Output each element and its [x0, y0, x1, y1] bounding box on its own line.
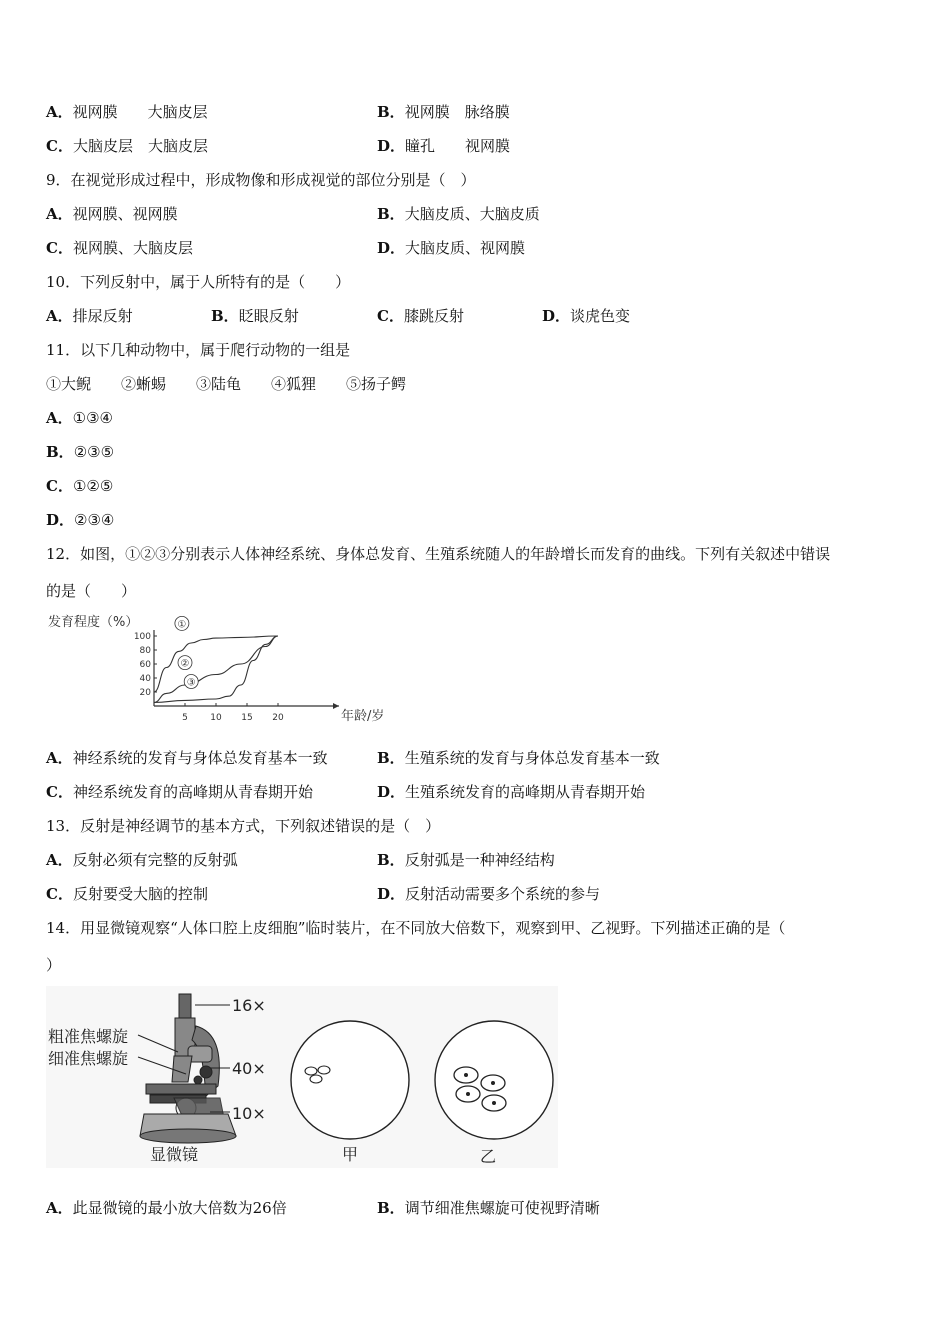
coarse-focus-label: 粗准焦螺旋: [48, 1027, 129, 1046]
q13-row-cd: [46, 884, 906, 904]
q9-option-b[interactable]: B．大脑皮质、大脑皮质: [377, 205, 540, 223]
chart-x-tick-label: 10: [210, 713, 222, 723]
chart-y-tick-label: 60: [139, 660, 151, 670]
chart-series-label: ①: [177, 619, 187, 631]
q11-stem: 11．以下几种动物中，属于爬行动物的一组是: [46, 341, 351, 359]
q8-option-b[interactable]: B．视网膜 脉络膜: [377, 103, 510, 121]
q13-row-ab: [46, 850, 906, 870]
q9-option-d[interactable]: D．大脑皮质、视网膜: [377, 239, 526, 257]
view-jia-label: 甲: [342, 1145, 359, 1164]
q11-option-a[interactable]: A．①③④: [46, 409, 113, 427]
microscope-figure: [46, 986, 558, 1168]
q13-option-b[interactable]: B．反射弧是一种神经结构: [377, 851, 555, 869]
q11-option-c[interactable]: C．①②⑤: [46, 477, 114, 495]
chart-y-tick-label: 20: [139, 688, 151, 698]
chart-series-label: ③: [186, 677, 196, 689]
q8-row-ab: [46, 102, 906, 122]
chart-xlabel: 年龄/岁: [341, 709, 385, 724]
q10-stem: 10．下列反射中，属于人所特有的是（ ）: [46, 273, 351, 291]
q9-option-c[interactable]: C．视网膜、大脑皮层: [46, 239, 193, 257]
q8-option-a[interactable]: A．视网膜 大脑皮层: [46, 103, 208, 121]
q13-stem: 13．反射是神经调节的基本方式，下列叙述错误的是（ ）: [46, 817, 441, 835]
q14-stem-line2: ）: [46, 956, 62, 974]
q11-items: ①大鲵 ②蜥蜴 ③陆龟 ④狐狸 ⑤扬子鳄: [46, 375, 407, 393]
q11-option-d[interactable]: D．②③④: [46, 511, 115, 529]
q8-row-cd: [46, 136, 906, 156]
q12-option-b[interactable]: B．生殖系统的发育与身体总发育基本一致: [377, 749, 660, 767]
q8-option-c[interactable]: C．大脑皮层 大脑皮层: [46, 137, 208, 155]
q12-stem-line2: 的是（ ）: [46, 582, 137, 600]
chart-series-line: [154, 636, 278, 703]
q14-option-a[interactable]: A．此显微镜的最小放大倍数为26倍: [46, 1199, 287, 1217]
view-yi-circle: [435, 1021, 553, 1139]
q12-option-d[interactable]: D．生殖系统发育的高峰期从青春期开始: [377, 783, 646, 801]
chart-y-tick-label: 80: [139, 646, 151, 656]
chart-series-label: ②: [180, 658, 190, 670]
chart-x-tick-label: 5: [182, 713, 188, 723]
q12-stem-line1: 12．如图，①②③分别表示人体神经系统、身体总发育、生殖系统随人的年龄增长而发育的曲线。下列有关叙述中错误: [46, 545, 831, 563]
q11-option-b[interactable]: B．②③⑤: [46, 443, 115, 461]
chart-x-tick-label: 15: [241, 713, 253, 723]
q9-row-cd: [46, 238, 906, 258]
q13-option-c[interactable]: C．反射要受大脑的控制: [46, 885, 208, 903]
q10-option-c[interactable]: C．膝跳反射: [377, 307, 464, 325]
q13-option-a[interactable]: A．反射必须有完整的反射弧: [46, 851, 238, 869]
q10-option-b[interactable]: B．眨眼反射: [211, 307, 299, 325]
q10-option-a[interactable]: A．排尿反射: [46, 307, 133, 325]
q14-option-b[interactable]: B．调节细准焦螺旋可使视野清晰: [377, 1199, 600, 1217]
chart-y-tick-label: 100: [133, 632, 151, 642]
chart-y-tick-label: 40: [139, 674, 151, 684]
q10-options: [46, 306, 906, 326]
q12-option-c[interactable]: C．神经系统发育的高峰期从青春期开始: [46, 783, 313, 801]
q14-stem-line1: 14．用显微镜观察“人体口腔上皮细胞”临时装片，在不同放大倍数下，观察到甲、乙视野。下列描述正确的是（: [46, 919, 786, 937]
microscope-label: 显微镜: [150, 1145, 199, 1164]
q8-option-d[interactable]: D．瞳孔 视网膜: [377, 137, 511, 155]
view-jia-circle: [291, 1021, 409, 1139]
q12-option-a[interactable]: A．神经系统的发育与身体总发育基本一致: [46, 749, 328, 767]
growth-chart: [46, 610, 385, 732]
eyepiece-magnification: 16×: [232, 996, 266, 1015]
q10-option-d[interactable]: D．谈虎色变: [542, 307, 631, 325]
fine-focus-label: 细准焦螺旋: [48, 1049, 129, 1068]
chart-series-line: [154, 636, 278, 703]
high-objective-magnification: 40×: [232, 1059, 266, 1078]
q13-option-d[interactable]: D．反射活动需要多个系统的参与: [377, 885, 601, 903]
q9-option-a[interactable]: A．视网膜、视网膜: [46, 205, 178, 223]
chart-x-arrow: [333, 703, 339, 709]
q12-row-ab: [46, 748, 906, 768]
chart-x-tick-label: 20: [272, 713, 284, 723]
q14-row-ab: [46, 1198, 906, 1218]
q12-row-cd: [46, 782, 906, 802]
chart-ylabel: 发育程度（%）: [48, 615, 139, 630]
chart-series-line: [154, 636, 278, 692]
q9-stem: 9．在视觉形成过程中，形成物像和形成视觉的部位分别是（ ）: [46, 171, 476, 189]
q9-row-ab: [46, 204, 906, 224]
low-objective-magnification: 10×: [232, 1104, 266, 1123]
view-yi-label: 乙: [480, 1147, 497, 1166]
